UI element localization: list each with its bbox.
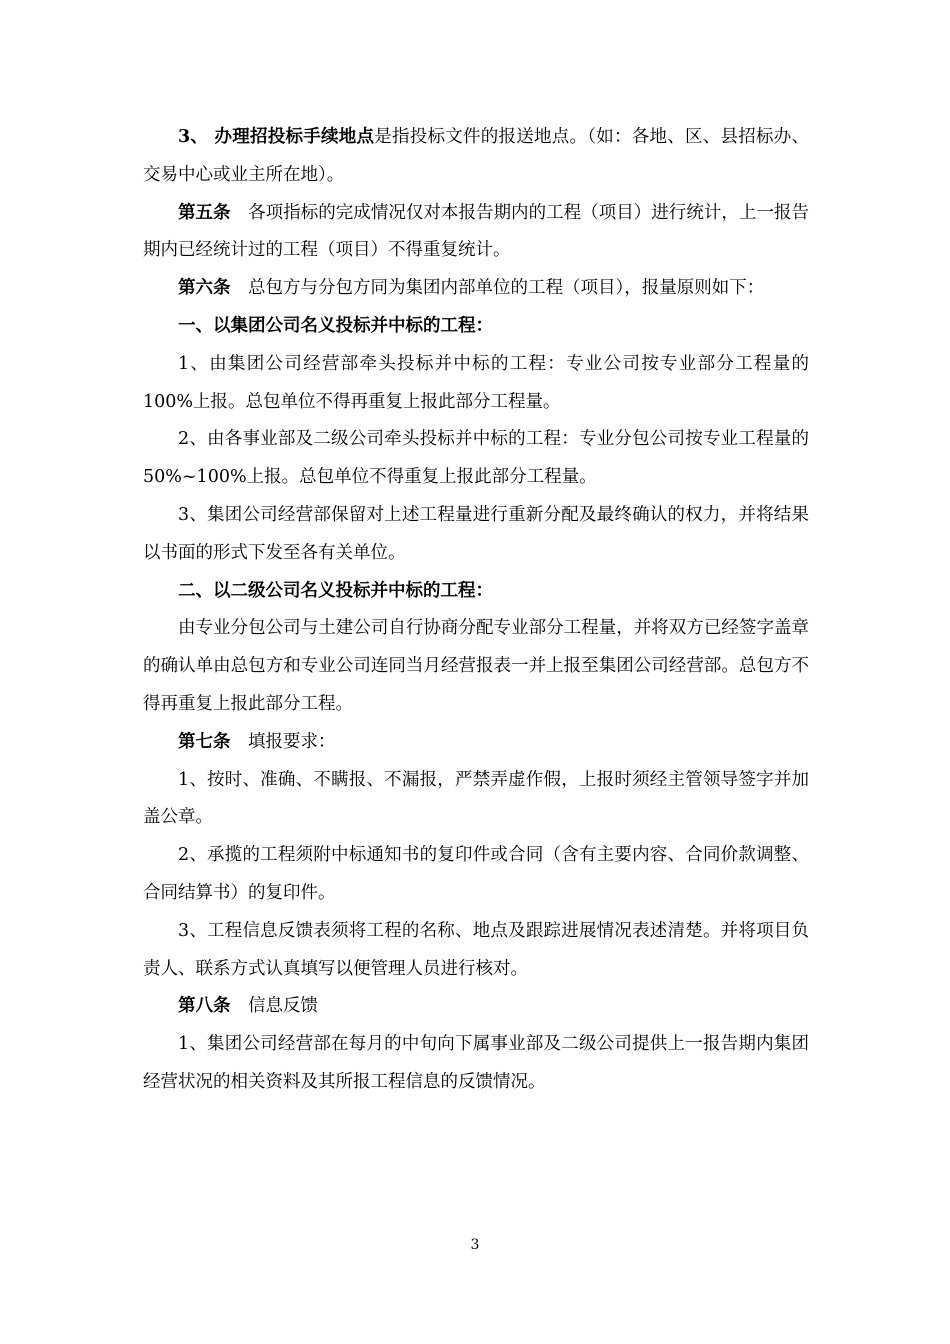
paragraph-article-7: 第七条 填报要求： xyxy=(178,731,336,752)
paragraph-section-2: 由专业分包公司与土建公司自行协商分配专业部分工程量，并将双方已经签字盖章的确认单由总包方和专业公司连同当月经营报表一并上报至集团公司经营部。总包方不得再重复上报此部分工程。 xyxy=(143,618,809,714)
paragraph-article-6: 第六条 总包方与分包方同为集团内部单位的工程（项目），报量原则如下： xyxy=(178,278,765,299)
list-item-1-2: 2、由各事业部及二级公司牵头投标并中标的工程：专业分包公司按专业工程量的50%~100%上报。总包单位不得重复上报此部分工程量。 xyxy=(143,429,809,488)
page-number: 3 xyxy=(470,1237,480,1253)
paragraph-article-5: 第五条 各项指标的完成情况仅对本报告期内的工程（项目）进行统计，上一报告期内已经统计过的工程（项目）不得重复统计。 xyxy=(143,202,810,261)
list-item-7-3: 3、工程信息反馈表须将工程的名称、地点及跟踪进展情况表述清楚。并将项目负责人、联系方式认真填写以便管理人员进行核对。 xyxy=(143,920,809,979)
list-item-1-1: 1、由集团公司经营部牵头投标并中标的工程：专业公司按专业部分工程量的100%上报。总包单位不得再重复上报此部分工程量。 xyxy=(143,353,809,412)
section-heading-1: 一、以集团公司名义投标并中标的工程： xyxy=(178,315,493,336)
list-item-7-1: 1、按时、准确、不瞒报、不漏报，严禁弄虚作假，上报时须经主管领导签字并加盖公章。 xyxy=(143,769,809,828)
section-heading-2: 二、以二级公司名义投标并中标的工程： xyxy=(178,580,493,601)
paragraph-article-8: 第八条 信息反馈 xyxy=(178,996,318,1017)
paragraph-1: 3、 办理招投标手续地点是指投标文件的报送地点。（如：各地、区、县招标办、交易中心或业主所在地）。 xyxy=(143,127,809,185)
list-item-7-2: 2、承揽的工程须附中标通知书的复印件或合同（含有主要内容、合同价款调整、合同结算书）的复印件。 xyxy=(143,845,809,903)
body-text xyxy=(143,119,809,1102)
list-item-1-3: 3、集团公司经营部保留对上述工程量进行重新分配及最终确认的权力，并将结果以书面的形式下发至各有关单位。 xyxy=(143,504,809,563)
list-item-8-1: 1、集团公司经营部在每月的中旬向下属事业部及二级公司提供上一报告期内集团经营状况的相关资料及其所报工程信息的反馈情况。 xyxy=(143,1034,809,1092)
